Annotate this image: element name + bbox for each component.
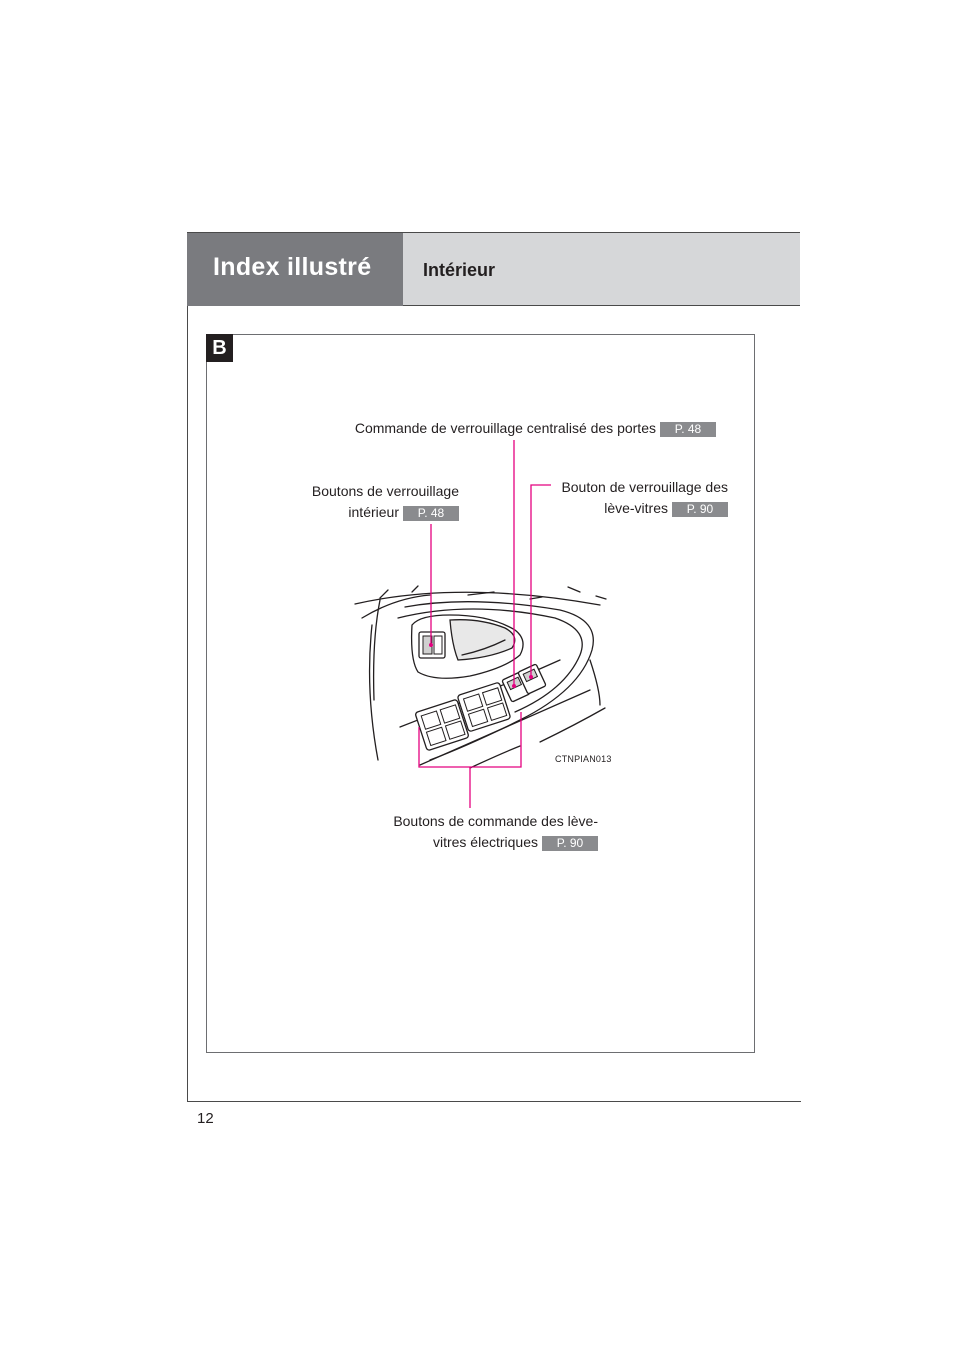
- power-window-switches: [415, 682, 511, 751]
- page-ref-badge[interactable]: P. 90: [672, 502, 728, 517]
- leader-endpoint: [529, 675, 533, 679]
- callout-window-lock-line1: Bouton de verrouillage des: [561, 479, 728, 495]
- callout-power-windows-line2: vitres électriques: [432, 834, 538, 850]
- section-title: Index illustré: [213, 253, 372, 281]
- page-ref-badge[interactable]: P. 90: [542, 836, 598, 851]
- door-trim-tick: [596, 596, 606, 599]
- door-trim-tick: [380, 590, 388, 598]
- door-trim-tick: [412, 586, 418, 592]
- callout-central-lock-text: Commande de verrouillage centralisé des portes: [354, 420, 656, 436]
- callout-window-lock-line2: lève-vitres: [604, 500, 668, 516]
- page-ref-badge[interactable]: P. 48: [660, 422, 716, 437]
- door-trim-edge: [362, 595, 430, 618]
- door-side-line: [590, 660, 600, 705]
- leader-line-window-lock: [531, 485, 551, 677]
- callout-power-windows-line1: Boutons de commande des lève-: [393, 813, 598, 829]
- interior-lock-switch-key: [434, 636, 442, 654]
- section-badge: B: [206, 334, 233, 362]
- leader-endpoint: [429, 643, 433, 647]
- figure-code: CTNPIAN013: [555, 754, 612, 764]
- page-title: Intérieur: [423, 260, 496, 280]
- page-ref-badge[interactable]: P. 48: [403, 506, 459, 521]
- callout-inner-lock-line1: Boutons de verrouillage: [311, 483, 459, 499]
- door-lower-line: [470, 746, 520, 768]
- page-number: 12: [197, 1110, 214, 1127]
- callout-inner-lock-line2: intérieur: [348, 504, 399, 520]
- leader-endpoint: [512, 684, 516, 688]
- door-trim-tick: [568, 587, 580, 592]
- door-outer-curve: [374, 600, 380, 700]
- door-trim-tick: [530, 597, 542, 599]
- door-lower-line: [540, 708, 605, 742]
